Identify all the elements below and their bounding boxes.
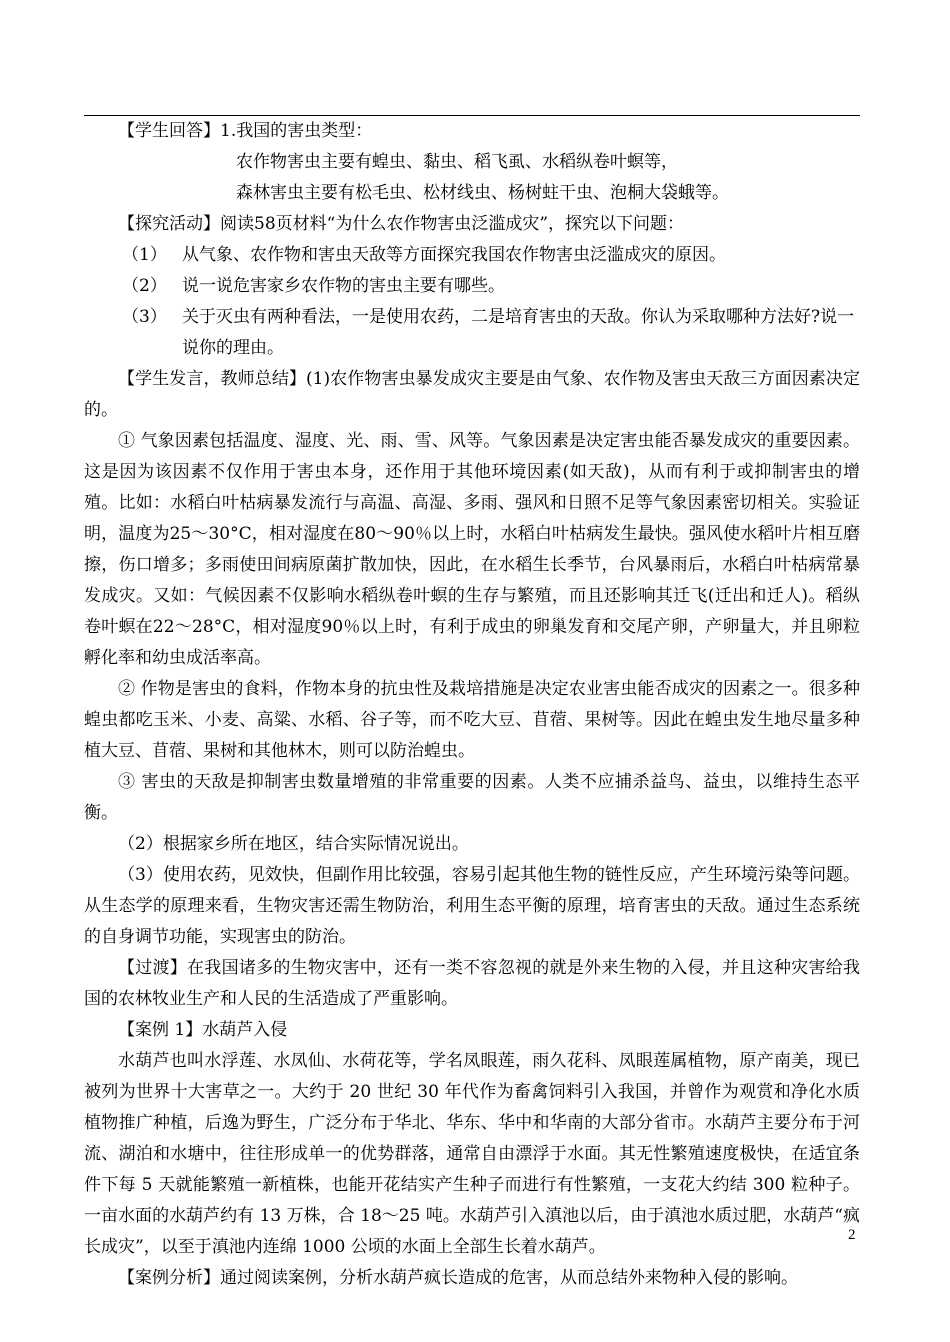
transition-paragraph: 【过渡】在我国诸多的生物灾害中，还有一类不容忽视的就是外来生物的入侵，并且这种灾害给我国的农林牧业生产和人民的生活造成了严重影响。 [84,958,860,1009]
summary-answer-3: （3）使用农药，见效快，但副作用比较强，容易引起其他生物的链性反应，产生环境污染等问题。从生态学的原理来看，生物灾害还需生物防治，利用生态平衡的原理，培育害虫的天敌。通过生态系统的自身调节功能，实现害虫的防治。 [84,865,860,947]
explore-question-2 [84,271,860,302]
summary-lead: 【学生发言，教师总结】(1)农作物害虫暴发成灾主要是由气象、农作物及害虫天敌三方面因素决定的。 [84,369,860,420]
summary-point-2: ② 作物是害虫的食料，作物本身的抗虫性及栽培措施是决定农业害虫能否成灾的因素之一。很多种蝗虫都吃玉米、小麦、高粱、水稻、谷子等，而不吃大豆、苜蓿、果树等。因此在蝗虫发生地尽量多种植大豆、苜蓿、果树和其他林木，则可以防治蝗虫。 [84,679,860,761]
question-text: 从气象、农作物和害虫天敌等方面探究我国农作物害虫泛滥成灾的原因。 [182,245,726,265]
explore-question-3 [84,302,860,364]
question-text: 说一说危害家乡农作物的害虫主要有哪些。 [182,276,505,296]
question-text: 关于灭虫有两种看法，一是使用农药，二是培育害虫的天敌。你认为采取哪种方法好?说一说你的理由。 [182,307,855,358]
explore-activity-lead: 【探究活动】阅读58页材料“为什么农作物害虫泛滥成灾”，探究以下问题： [118,214,685,234]
student-answer-line-1: 农作物害虫主要有蝗虫、黏虫、稻飞虱、水稻纵卷叶螟等， [236,152,678,172]
summary-answer-2: （2）根据家乡所在地区，结合实际情况说出。 [118,834,469,854]
page-number: 2 [848,1227,856,1243]
case-1-title: 【案例 1】水葫芦入侵 [118,1020,288,1040]
question-number: （3） [122,307,167,327]
student-answer-line-2: 森林害虫主要有松毛虫、松材线虫、杨树蛀干虫、泡桐大袋蛾等。 [236,183,729,203]
summary-point-3: ③ 害虫的天敌是抑制害虫数量增殖的非常重要的因素。人类不应捕杀益鸟、益虫，以维持生态平衡。 [84,772,860,823]
summary-point-1: ① 气象因素包括温度、湿度、光、雨、雪、风等。气象因素是决定害虫能否暴发成灾的重要因素。这是因为该因素不仅作用于害虫本身，还作用于其他环境因素(如天敌)，从而有利于或抑制害虫的增殖。比如：水稻白叶枯病暴发流行与高温、高湿、多雨、强风和日照不足等气象因素密切相关。实验证明，温度为25～30°C，相对湿度在80～90％以上时，水稻白叶枯病发生最快。强风使水稻叶片相互磨擦，伤口增多；多雨使田间病原菌扩散加快，因此，在水稻生长季节，台风暴雨后，水稻白叶枯病常暴发成灾。又如：气候因素不仅影响水稻纵卷叶螟的生存与繁殖，而且还影响其迁飞(迁出和迁人)。稻纵卷叶螟在22～28°C，相对湿度90％以上时，有利于成虫的卵巢发育和交尾产卵，产卵量大，并且卵粒孵化率和幼虫成活率高。 [84,431,860,668]
student-answer-lead: 【学生回答】1.我国的害虫类型： [118,121,373,141]
case-analysis: 【案例分析】通过阅读案例，分析水葫芦疯长造成的危害，从而总结外来物种入侵的影响。 [118,1268,798,1288]
explore-question-1 [84,240,860,271]
question-number: （2） [122,276,167,296]
document-body [84,116,860,1294]
case-1-body: 水葫芦也叫水浮莲、水凤仙、水荷花等，学名凤眼莲，雨久花科、凤眼莲属植物，原产南美，现已被列为世界十大害草之一。大约于 20 世纪 30 年代作为畜禽饲料引入我国，并曾作为观赏和净化水质植物推广种植，后逸为野生，广泛分布于华北、华东、华中和华南的大部分省市。水葫芦主要分布于河流、湖泊和水塘中，往往形成单一的优势群落，通常自由漂浮于水面。其无性繁殖速度极快，在适宜条件下每 5 天就能繁殖一新植株，也能开花结实产生种子而进行有性繁殖，一支花大约结 300 粒种子。一亩水面的水葫芦约有 13 万株，合 18～25 吨。水葫芦引入滇池以后，由于滇池水质过肥，水葫芦“疯长成灾”，以至于滇池内连绵 1000 公顷的水面上全部生长着水葫芦。 [84,1051,860,1257]
question-number: （1） [122,245,167,265]
